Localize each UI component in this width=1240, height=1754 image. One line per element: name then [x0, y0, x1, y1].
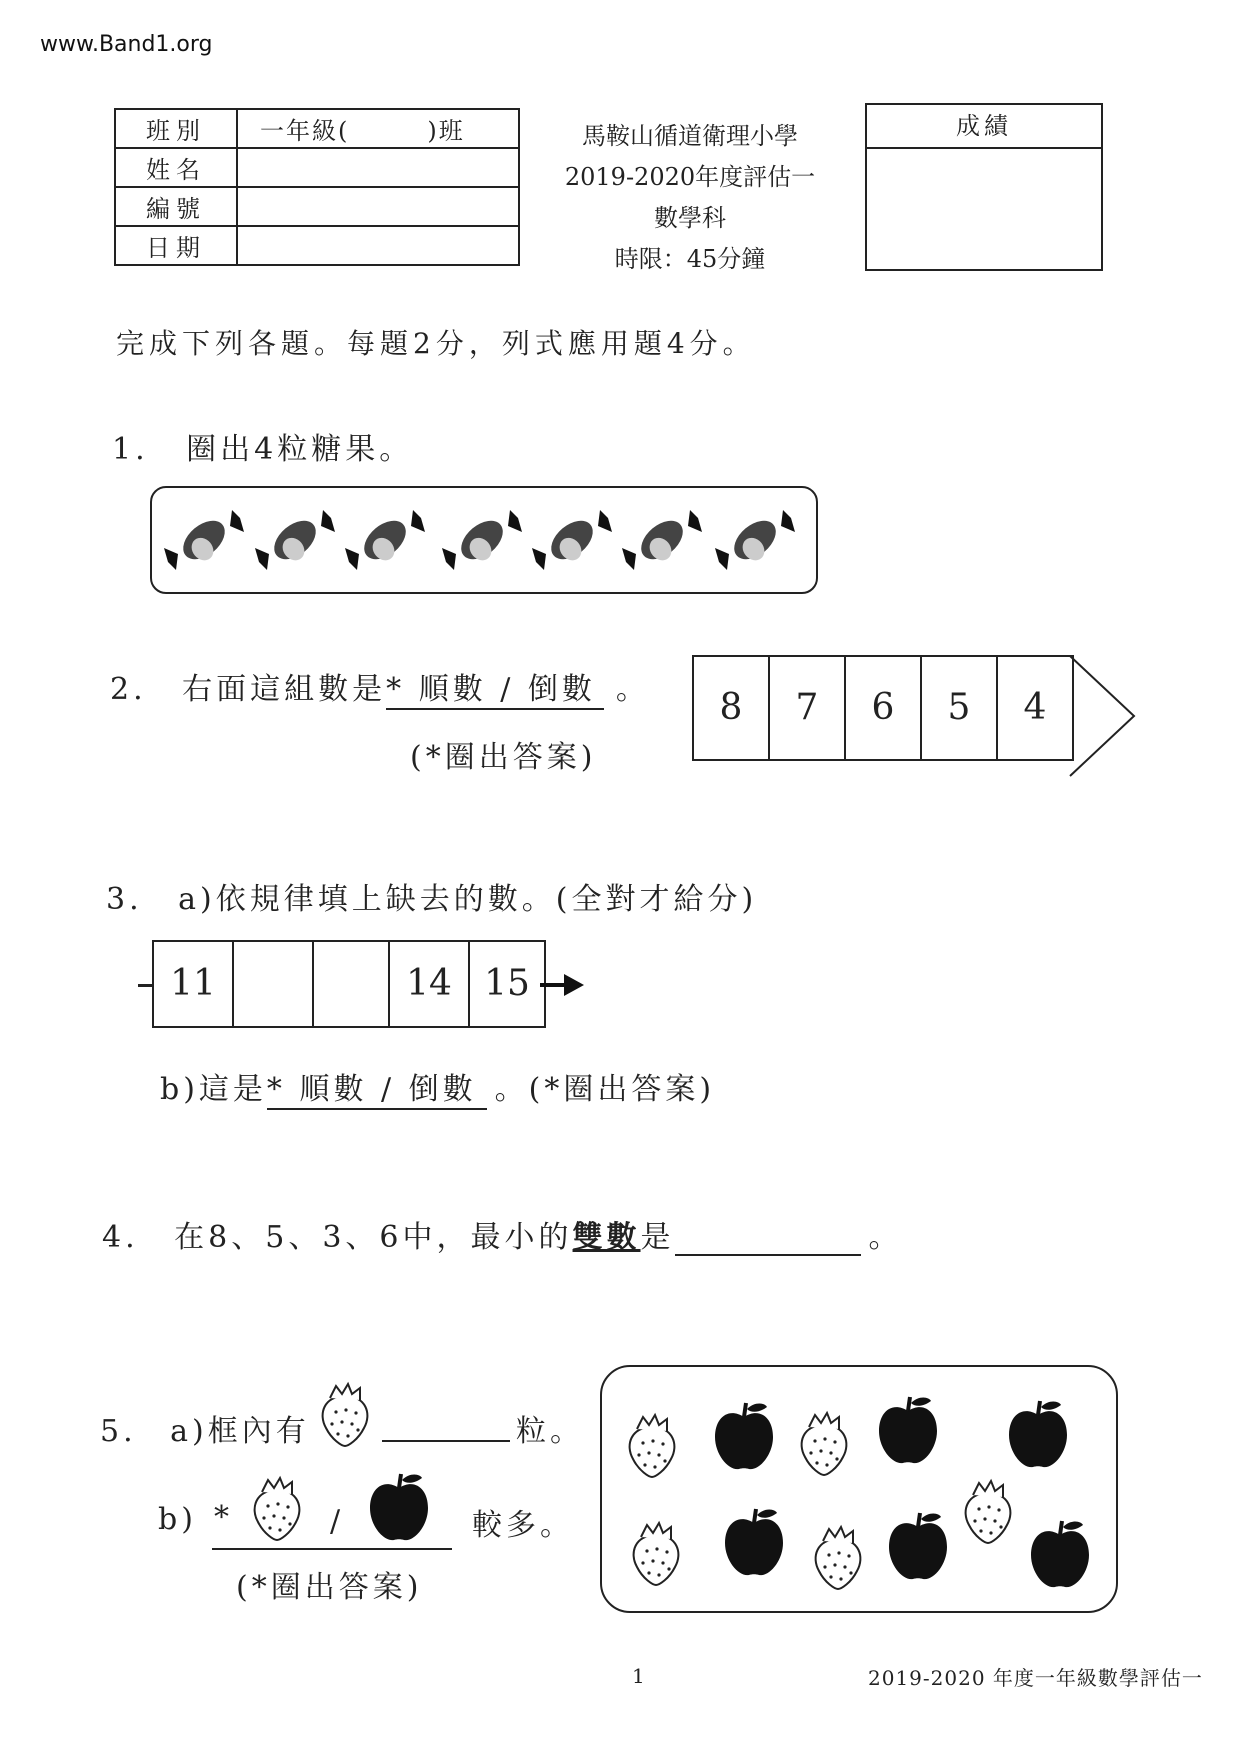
number-cell: 14 [390, 942, 470, 1026]
question-text: 在8、5、3、6中，最小的 [174, 1220, 573, 1255]
date-field[interactable] [237, 226, 519, 265]
question-text: a)框內有 [170, 1414, 310, 1449]
candies [152, 488, 816, 592]
question-5b-label: b) [158, 1502, 197, 1537]
question-number: 4. [102, 1220, 139, 1255]
question-text: 圈出4粒糖果。 [186, 432, 414, 467]
pattern-strip [152, 940, 546, 1028]
apple-icon [889, 1513, 947, 1579]
question-text: b)這是 [160, 1072, 267, 1107]
page-number: 1 [632, 1664, 645, 1688]
strawberry-icon [966, 1481, 1011, 1543]
class-label: 班別 [115, 109, 237, 148]
number-cell: 6 [846, 657, 922, 759]
fruits [602, 1367, 1116, 1611]
question-text: a)依規律填上缺去的數。(全對才給分) [178, 882, 758, 917]
candy-icon [532, 510, 612, 570]
candy-box [150, 486, 818, 594]
candy-icon [164, 510, 244, 570]
number-field[interactable] [237, 187, 519, 226]
apple-icon [1009, 1401, 1067, 1467]
question-5a [100, 1406, 310, 1450]
apple-icon [1031, 1521, 1089, 1587]
question-note: (*圈出答案) [410, 740, 597, 775]
score-label: 成績 [867, 105, 1101, 149]
question-4 [102, 1212, 903, 1256]
time-limit: 時限：45分鐘 [614, 245, 766, 273]
blank-cell[interactable] [234, 942, 314, 1026]
strawberry-icon [802, 1413, 847, 1475]
number-arrow [692, 655, 1074, 761]
name-label: 姓名 [115, 148, 237, 187]
question-number: 2. [110, 672, 147, 707]
candy-icon [442, 510, 522, 570]
answer-line [212, 1548, 452, 1550]
candy-icon [345, 510, 425, 570]
strawberry-icon [816, 1527, 861, 1589]
number-cell: 8 [694, 657, 770, 759]
arrow-right-icon [540, 970, 590, 1000]
question-3b [160, 1064, 715, 1110]
question-1 [112, 424, 413, 468]
blank-cell[interactable] [314, 942, 390, 1026]
question-end: 。 [615, 672, 650, 707]
school-header [520, 116, 860, 280]
school-name: 馬鞍山循道衛理小學 [582, 122, 798, 150]
question-text: 右面這組數是 [182, 672, 387, 707]
number-label: 編號 [115, 187, 237, 226]
number-cell: 4 [1023, 687, 1047, 728]
subject: 數學科 [654, 204, 726, 232]
footer-title: 2019-2020 年度一年級數學評估一 [868, 1666, 1203, 1690]
strawberry-icon [634, 1523, 679, 1585]
star-mark: * [214, 1500, 233, 1535]
strawberry-icon [316, 1380, 374, 1448]
question-end: 較多。 [472, 1508, 574, 1543]
candy-icon [255, 510, 335, 570]
class-field[interactable]: 一年級( )班 [237, 109, 519, 148]
strawberry-icon [630, 1415, 675, 1477]
question-number: 5. [100, 1414, 137, 1449]
apple-icon[interactable] [366, 1470, 432, 1544]
name-field[interactable] [237, 148, 519, 187]
question-end: 。 [868, 1220, 903, 1255]
strawberry-icon[interactable] [248, 1474, 306, 1542]
student-info-table [114, 108, 520, 266]
exam-year: 2019-2020年度評估一 [564, 163, 816, 191]
emphasis-word: 雙數 [572, 1220, 641, 1255]
number-cell: 7 [770, 657, 846, 759]
question-number: 3. [106, 882, 143, 917]
apple-icon [725, 1509, 783, 1575]
fruit-box [600, 1365, 1118, 1613]
question-note: (*圈出答案) [236, 1570, 423, 1605]
answer-blank[interactable] [382, 1440, 510, 1442]
score-field[interactable] [867, 149, 1101, 267]
instruction: 完成下列各題。每題2分，列式應用題4分。 [116, 327, 756, 360]
number-cell: 11 [154, 942, 234, 1026]
answer-blank[interactable] [675, 1224, 861, 1256]
question-3 [106, 874, 757, 918]
score-box [865, 103, 1103, 271]
question-end: 。(*圈出答案) [494, 1072, 716, 1107]
slash: / [330, 1504, 345, 1539]
number-cell: 5 [922, 657, 998, 759]
order-choice[interactable]: * 順數 / 倒數 [267, 1064, 487, 1110]
candy-icon [715, 510, 795, 570]
question-end: 粒。 [516, 1414, 584, 1449]
question-number: 1. [112, 432, 149, 467]
watermark: www.Band1.org [40, 32, 213, 57]
order-choice[interactable]: * 順數 / 倒數 [386, 664, 604, 710]
candy-icon [622, 510, 702, 570]
question-2 [110, 664, 650, 710]
number-cell: 15 [484, 963, 530, 1004]
arrow-head-icon [1068, 654, 1138, 778]
apple-icon [879, 1397, 937, 1463]
date-label: 日期 [115, 226, 237, 265]
question-text-2: 是 [640, 1220, 675, 1255]
